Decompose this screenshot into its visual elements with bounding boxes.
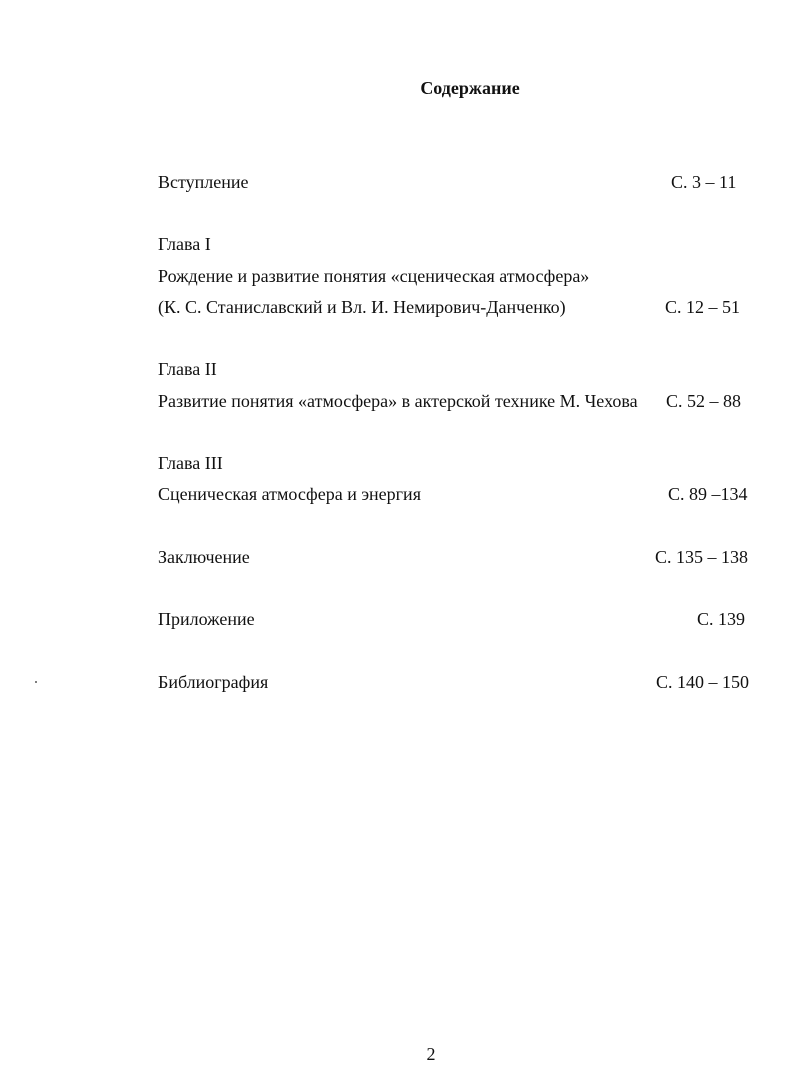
toc-chapter1-title-line2: (К. С. Станиславский и Вл. И. Немирович-Данченко) [158,297,566,317]
toc-chapter1-heading: Глава I [158,234,211,254]
toc-chapter3-title-line1: Сценическая атмосфера и энергия [158,484,421,504]
toc-chapter3-pages: С. 89 –134 [668,484,748,504]
toc-chapter3-heading: Глава III [158,453,223,473]
toc-chapter1-title-line1: Рождение и развитие понятия «сценическая атмосфера» [158,266,590,286]
toc-chapter1-pages: С. 12 – 51 [665,297,741,317]
toc-chapter2-heading: Глава II [158,359,217,379]
toc-title: Содержание [420,78,520,98]
toc-entry-bibliography-pages: С. 140 – 150 [656,672,750,692]
toc-chapter2-pages: С. 52 – 88 [666,391,742,411]
toc-chapter2-title-line1: Развитие понятия «атмосфера» в актерской технике М. Чехова [158,391,638,411]
toc-entry-conclusion-pages: С. 135 – 138 [655,547,749,567]
toc-entry-intro-pages: С. 3 – 11 [671,172,737,192]
toc-entry-appendix-label: Приложение [158,609,255,629]
scan-speck [35,681,37,683]
page-number: 2 [426,1044,436,1064]
toc-entry-appendix-pages: С. 139 [697,609,746,629]
toc-entry-intro-label: Вступление [158,172,249,192]
toc-entry-bibliography-label: Библиография [158,672,269,692]
toc-entry-conclusion-label: Заключение [158,547,250,567]
